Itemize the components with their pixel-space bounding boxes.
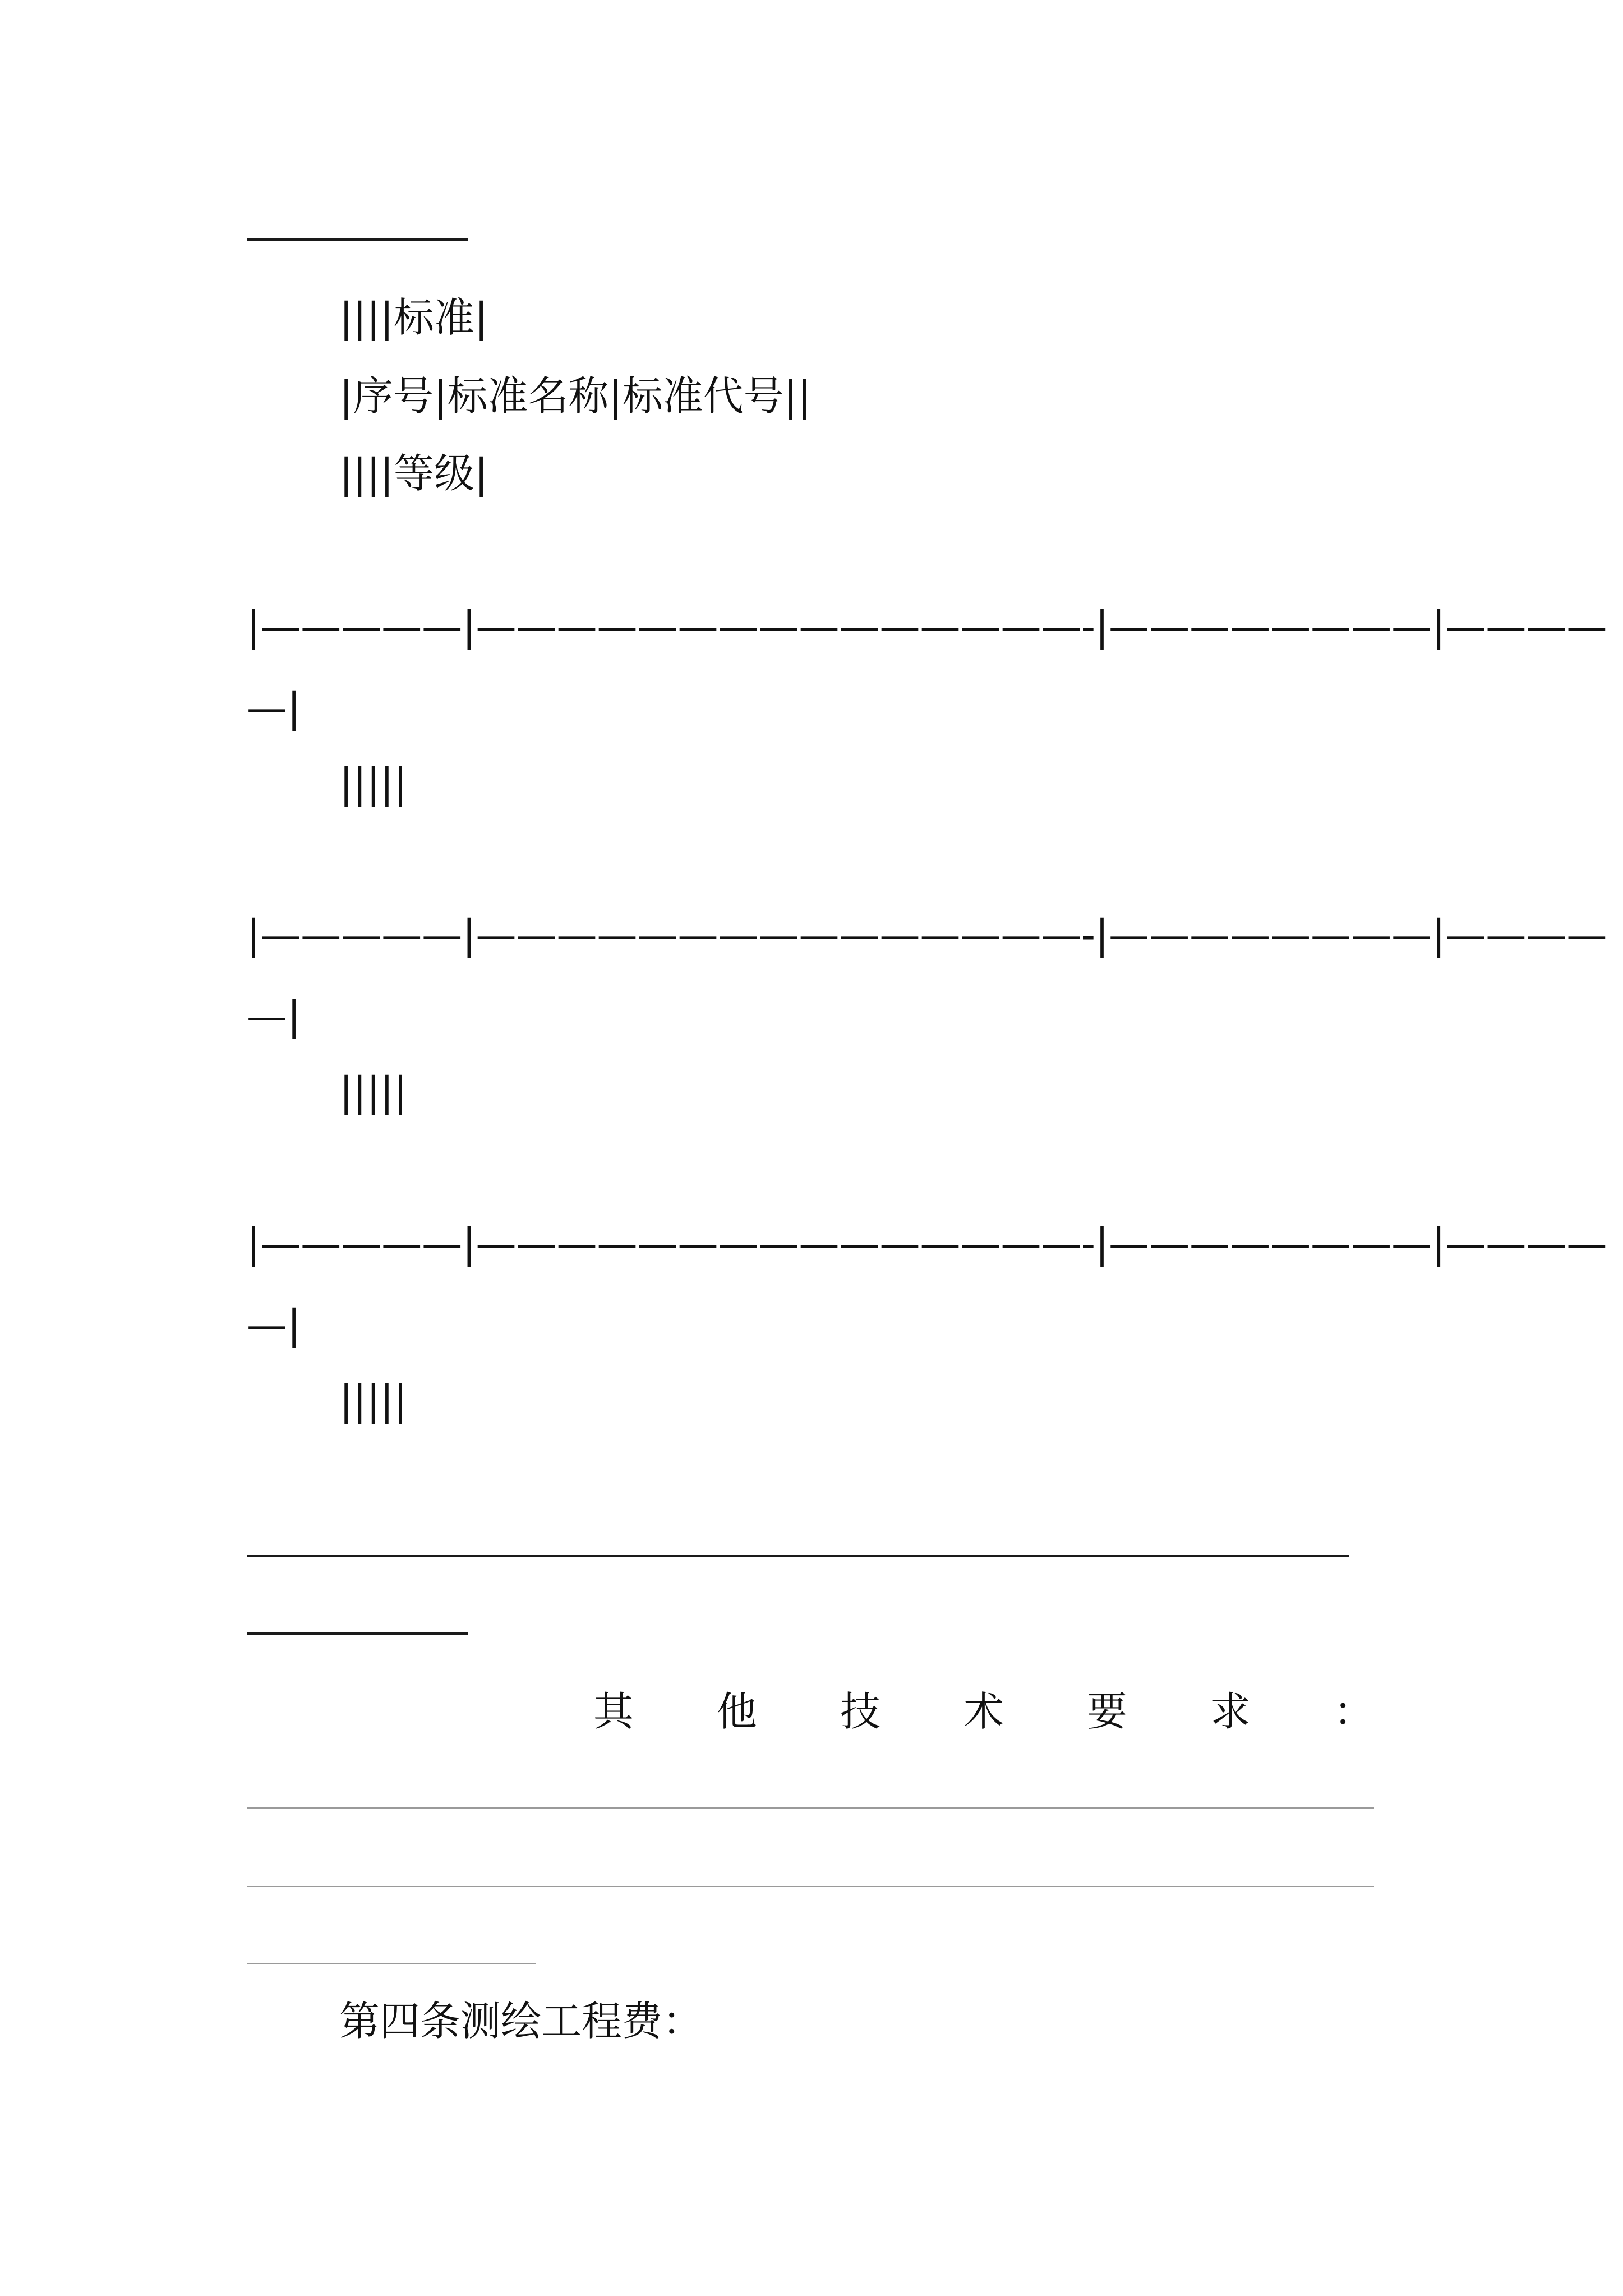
table-row-separator-end: —| <box>247 684 301 731</box>
table-bottom-border-end <box>247 1632 468 1635</box>
article-4-heading: 第四条测绘工程费： <box>339 1998 703 2045</box>
table-row-cells: ||||| <box>339 1377 408 1424</box>
fill-in-line <box>247 1886 1374 1887</box>
table-header-row-2: |序号|标准名称|标准代号|| <box>339 372 811 420</box>
table-row-separator: |—————|———————————————-|————————|———— <box>247 911 1607 958</box>
table-bottom-border <box>247 1555 1349 1557</box>
table-row-separator-end: —| <box>247 992 301 1039</box>
label-char: 技 <box>840 1688 880 1735</box>
table-top-border <box>247 238 468 241</box>
label-char: 要 <box>1086 1688 1127 1735</box>
table-row-separator: |—————|———————————————-|————————|———— <box>247 1220 1607 1267</box>
label-char: 其 <box>593 1688 634 1735</box>
label-char: 术 <box>963 1688 1004 1735</box>
table-row-separator: |—————|———————————————-|————————|———— <box>247 602 1607 650</box>
label-char: 他 <box>716 1688 757 1735</box>
fill-in-line-short <box>247 1963 536 1964</box>
fill-in-line <box>247 1807 1374 1809</box>
table-header-row-1: ||||标准| <box>339 294 488 341</box>
table-row-cells: ||||| <box>339 1068 408 1115</box>
table-header-row-3: ||||等级| <box>339 450 488 497</box>
table-row-cells: ||||| <box>339 760 408 807</box>
label-char: ： <box>1333 1688 1374 1735</box>
label-indent <box>247 1691 510 1732</box>
label-char: 求 <box>1210 1688 1251 1735</box>
table-row-separator-end: —| <box>247 1301 301 1348</box>
other-requirements-label <box>247 1688 1374 1735</box>
